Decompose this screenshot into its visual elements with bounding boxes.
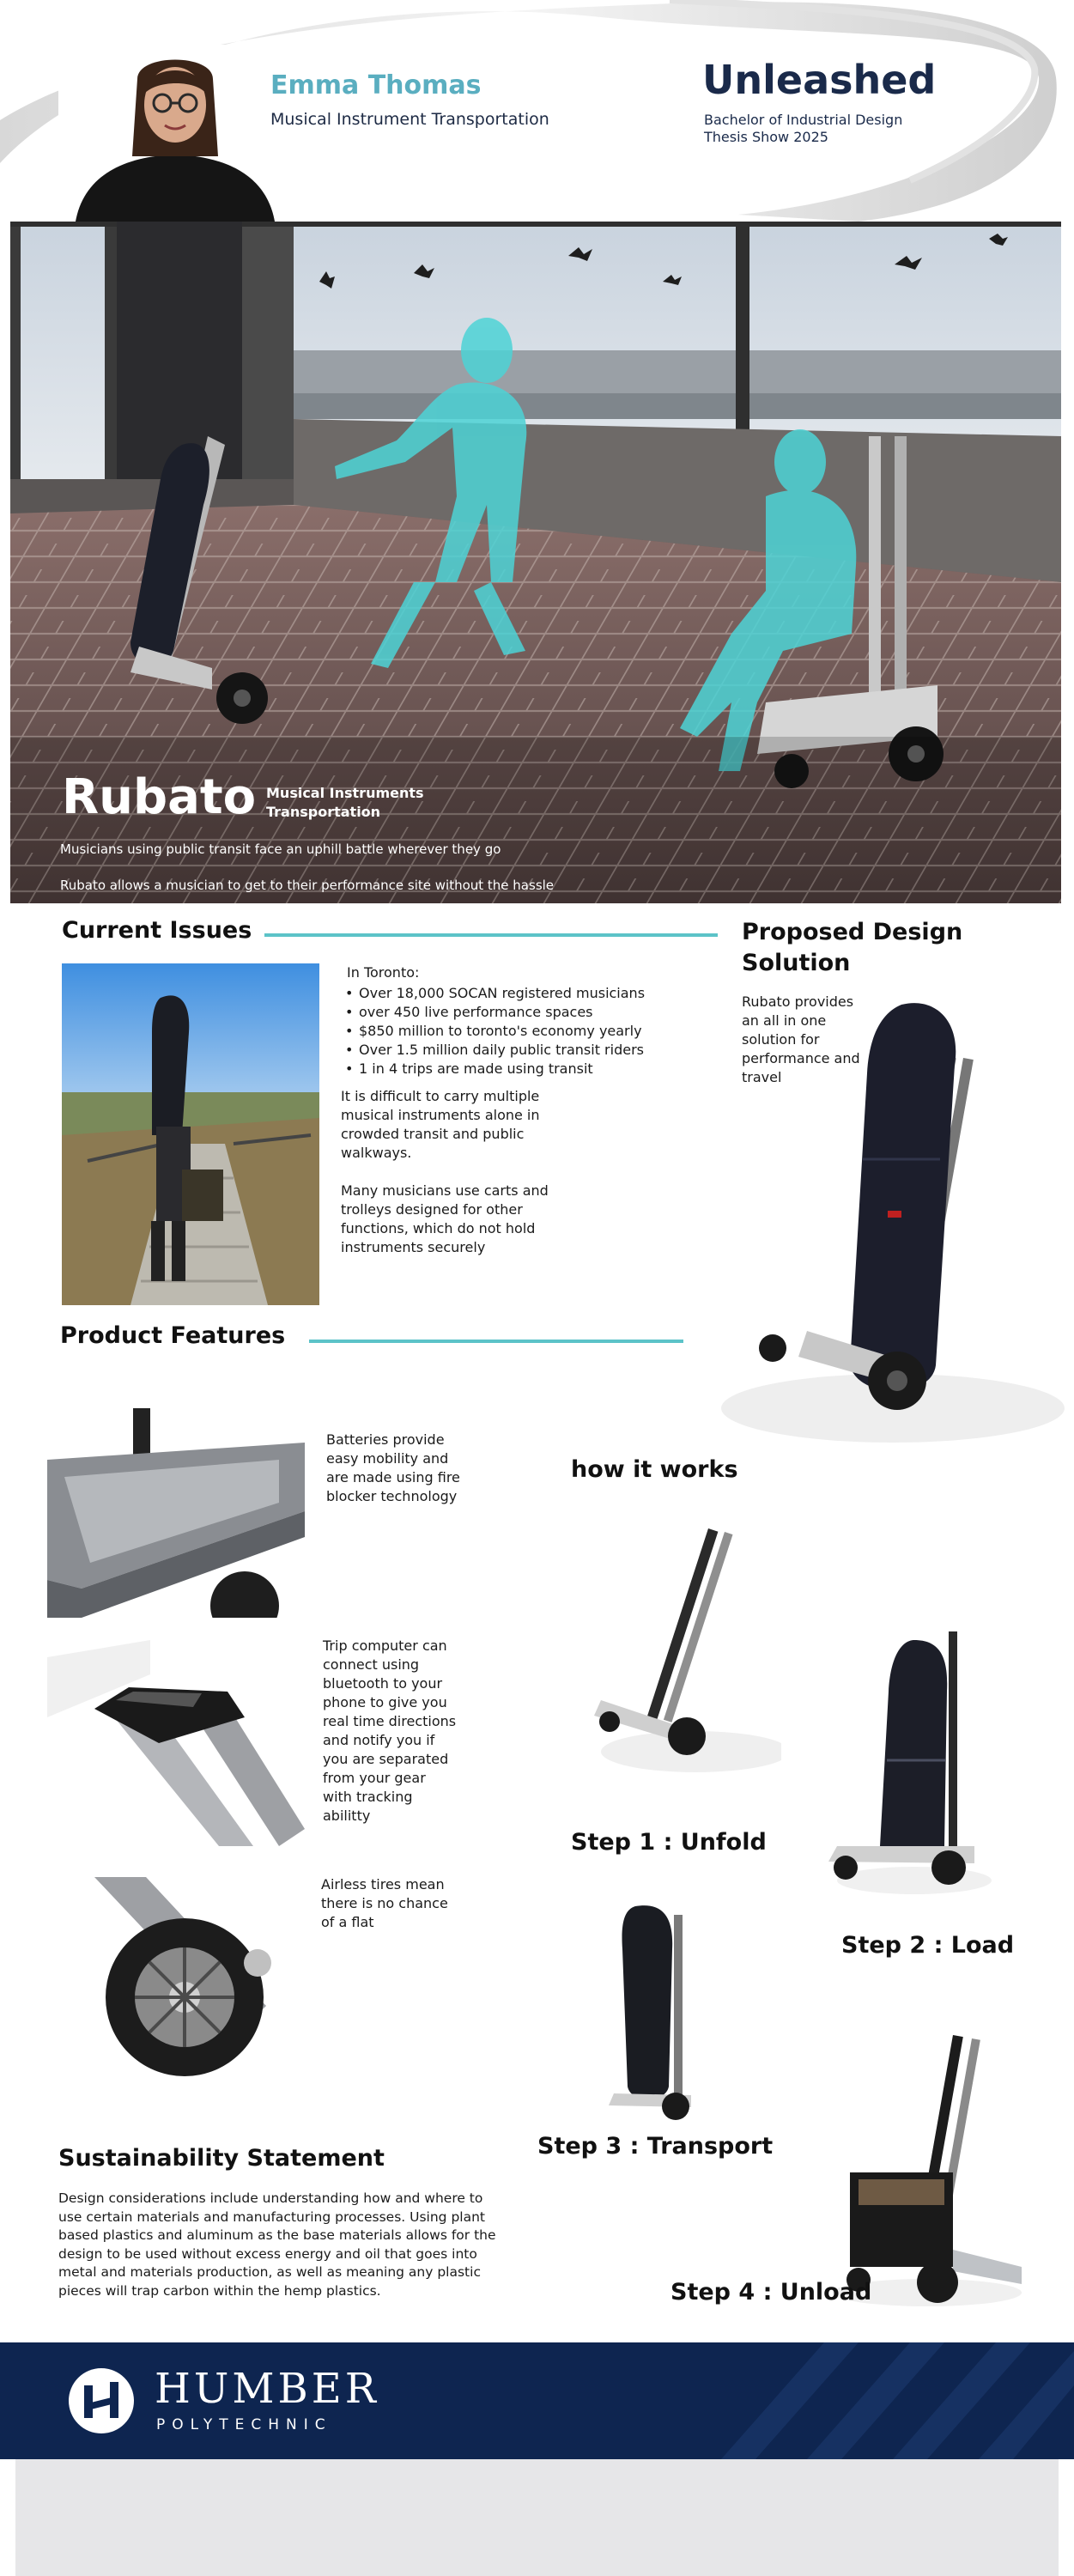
step4-label: Step 4 : Unload xyxy=(670,2279,872,2306)
product-category-line1: Musical Instruments xyxy=(266,785,424,801)
sustainability-statement xyxy=(58,2190,496,2300)
step1-label: Step 1 : Unfold xyxy=(571,1829,767,1856)
stat-item: • Over 1.5 million daily public transit riders xyxy=(342,1041,645,1060)
show-title: Unleashed xyxy=(702,57,937,103)
stat-item: • Over 18,000 SOCAN registered musicians xyxy=(342,984,645,1003)
text-line: solution for xyxy=(742,1031,820,1048)
text-line: there is no chance xyxy=(321,1895,448,1911)
designer-topic: Musical Instrument Transportation xyxy=(270,110,549,129)
show-subtitle-year: Thesis Show 2025 xyxy=(704,129,828,145)
show-subtitle-degree: Bachelor of Industrial Design xyxy=(704,112,903,128)
proposed-solution-heading xyxy=(742,917,962,979)
institution-subtitle: POLYTECHNIC xyxy=(156,2416,332,2433)
hero-problem-statement: Musicians using public transit face an uphill battle wherever they go xyxy=(60,841,501,857)
text-line: bluetooth to your xyxy=(323,1675,443,1692)
product-name: Rubato xyxy=(62,769,257,825)
battery-feature-text xyxy=(326,1431,460,1506)
text-line: blocker technology xyxy=(326,1488,458,1504)
text-line: travel xyxy=(742,1069,782,1085)
step2-load-render xyxy=(820,1631,992,1898)
trip-computer-handle-render xyxy=(47,1640,305,1846)
humber-logo-icon xyxy=(67,2366,136,2435)
text-line: crowded transit and public xyxy=(341,1126,525,1142)
musician-on-stairs-photo xyxy=(62,963,319,1305)
text-line: walkways. xyxy=(341,1145,412,1161)
text-line: use certain materials and manufacturing processes. Using plant xyxy=(58,2208,485,2225)
text-line: design to be used without excess energy and oil that goes into xyxy=(58,2245,477,2262)
text-line: trolleys designed for other xyxy=(341,1201,523,1218)
issues-paragraph-carrying xyxy=(341,1087,540,1163)
text-line: performance and xyxy=(742,1050,860,1066)
text-line: with tracking xyxy=(323,1789,413,1805)
product-features-rule xyxy=(309,1340,683,1343)
product-category-line2: Transportation xyxy=(266,804,381,820)
text-line: an all in one xyxy=(742,1012,827,1029)
text-line: Trip computer can xyxy=(323,1637,447,1654)
heading-line: Proposed Design xyxy=(742,919,963,945)
text-line: It is difficult to carry multiple xyxy=(341,1088,540,1104)
battery-base-render xyxy=(47,1408,305,1618)
issues-paragraph-carts xyxy=(341,1182,549,1257)
text-line: easy mobility and xyxy=(326,1450,449,1467)
humber-footer xyxy=(0,2342,1074,2459)
text-line: you are separated xyxy=(323,1751,449,1767)
airless-tire-render xyxy=(94,1877,300,2083)
text-line: real time directions xyxy=(323,1713,457,1729)
text-line: Batteries provide xyxy=(326,1431,445,1448)
institution-name: HUMBER xyxy=(155,2365,379,2413)
text-line: Many musicians use carts and xyxy=(341,1182,549,1199)
step3-label: Step 3 : Transport xyxy=(537,2133,774,2160)
text-line: Rubato provides xyxy=(742,993,854,1010)
step1-unfold-render xyxy=(567,1520,781,1777)
step2-label: Step 2 : Load xyxy=(841,1932,1015,1959)
step3-transport-render xyxy=(597,1898,725,2121)
text-line: abilitty xyxy=(323,1807,371,1824)
text-line: Airless tires mean xyxy=(321,1876,445,1893)
text-line: instruments securely xyxy=(341,1239,486,1255)
poster-header xyxy=(0,0,1074,222)
text-line: pieces will trap carbon within the hemp plastics. xyxy=(58,2282,381,2299)
heading-line: Solution xyxy=(742,950,851,976)
text-line: musical instruments alone in xyxy=(341,1107,540,1123)
text-line: from your gear xyxy=(323,1770,426,1786)
text-line: metal and materials production, as well as meaning any plastic xyxy=(58,2264,481,2280)
hero-photo-panel xyxy=(10,222,1061,903)
text-line: Design considerations include understanding how and where to xyxy=(58,2190,483,2206)
text-line: of a flat xyxy=(321,1914,374,1930)
bottom-blank-band xyxy=(15,2459,1059,2576)
footer-stripes-decoration xyxy=(687,2342,1074,2459)
current-issues-rule xyxy=(264,933,718,937)
stat-item: • $850 million to toronto's economy yearly xyxy=(342,1022,645,1041)
current-issues-heading: Current Issues xyxy=(62,917,252,944)
text-line: and notify you if xyxy=(323,1732,435,1748)
designer-name: Emma Thomas xyxy=(270,70,482,100)
text-line: connect using xyxy=(323,1656,420,1673)
text-line: phone to give you xyxy=(323,1694,447,1710)
designer-portrait xyxy=(58,45,292,222)
how-it-works-heading: how it works xyxy=(571,1456,738,1483)
text-line: functions, which do not hold xyxy=(341,1220,536,1236)
toronto-stats-list xyxy=(342,984,645,1078)
hero-value-statement: Rubato allows a musician to get to their performance site without the hassle xyxy=(60,878,555,893)
stat-item: • over 450 live performance spaces xyxy=(342,1003,645,1022)
step4-unload-render xyxy=(824,2026,1030,2310)
trip-computer-feature-text xyxy=(323,1637,456,1826)
sustainability-heading: Sustainability Statement xyxy=(58,2145,385,2172)
issues-intro: In Toronto: xyxy=(347,964,420,981)
product-features-heading: Product Features xyxy=(60,1322,286,1349)
text-line: based plastics and aluminum as the base materials allows for the xyxy=(58,2227,496,2243)
text-line: are made using fire xyxy=(326,1469,460,1485)
airless-tire-feature-text xyxy=(321,1875,448,1932)
stat-item: • 1 in 4 trips are made using transit xyxy=(342,1060,645,1078)
rubato-loaded-render xyxy=(687,987,1065,1460)
